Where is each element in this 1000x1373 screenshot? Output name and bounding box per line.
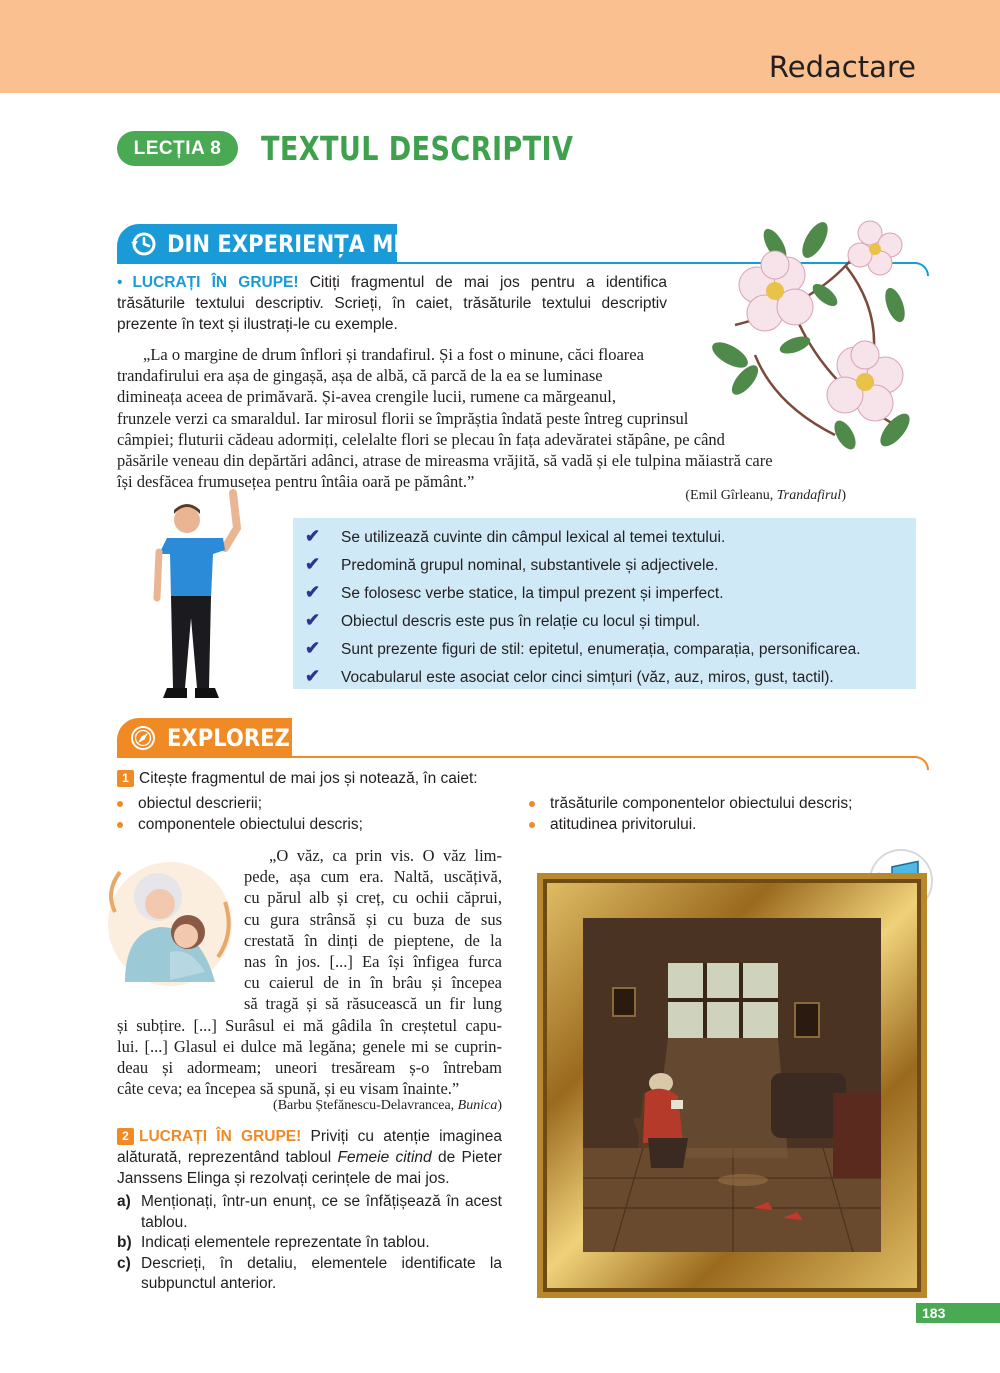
exercise-number: 2 [117,1128,134,1145]
quote-line: frunzele verzi ca smaraldul. Iar mirosul florii se împrăștia îndată peste întreg cuprinsul [117,408,689,428]
quote-emil-girleanu [117,344,847,492]
checklist-item: ✔ Vocabularul este asociat celor cinci simțuri (văz, auz, miros, gust, tactil). [305,662,834,690]
instruction-text: Citiți fragmentul de mai jos pentru a identifica trăsăturile textului descriptiv. Scrieți, în caiet, trăsăturile textului descriptiv prezente în text și ilustrați-le cu exemple. [117,274,667,333]
exercise-1-list-left [114,793,494,835]
checklist-item: ✔ Se utilizează cuvinte din câmpul lexical al temei textului. [305,522,725,550]
quote-source: (Barbu Ștefănescu-Delavrancea, Bunica) [273,1098,502,1113]
task-item: b) Indicați elementele reprezentate în tablou. [117,1234,430,1251]
checklist-item: ✔ Obiectul descris este pus în relație cu locul și timpul. [305,606,700,634]
check-icon: ✔ [305,638,321,658]
exercise-lead: LUCRAȚI ÎN GRUPE! [139,1128,302,1145]
quote-line: păsările veneau din depărtări adânci, atrase de mireasma vrăjită, să vadă și ele tulpina măiastră care [117,451,773,471]
quote-line: cu părul alb și creț, cu ochii căprui, [244,888,502,908]
painting-frame [537,873,927,1298]
quote-line: trandafirului era așa de gingașă, așa de albă, că parcă de la ea se luminase [117,366,603,386]
list-item: obiectul descrierii; [114,793,494,814]
exercise-number: 1 [117,770,134,787]
quote-line: pede, așa cum era. Naltă, uscățivă, [244,867,502,887]
lesson-title: TEXTUL DESCRIPTIV [261,129,574,168]
painting-title: Femeie citind [337,1149,432,1166]
rose-flower-large [739,251,813,331]
task-item: c) Descrieți, în detaliu, elementele identificate la subpunctul anterior. [117,1254,502,1292]
section-title: DIN EXPERIENȚA MEA [167,230,425,258]
rose-flower-small [848,221,902,275]
quote-line: „La o margine de drum înflori și trandafirul. Și a fost o minune, căci floarea [143,345,644,364]
exercise-1-list-right [526,793,926,835]
boy-pointing-illustration [145,488,245,710]
lesson-badge: LECȚIA 8 [117,131,238,166]
quote-line: și subțire. [...] Surâsul ei mă gâdila în creștetul capu- [117,1015,502,1035]
clock-history-icon [129,230,157,258]
quote-line: își desfăcea frumusețea pentru întâia oară pe pământ.” [117,472,475,492]
source-title: Trandafirul [776,488,842,503]
quote-line: câmpiei; fluturii cădeau adormiți, celelalte flori se plecau în fața adevăratei stăpâne, pe când [117,429,725,449]
quote-line: dimineața aceea de primăvară. Și-avea crengile lucii, rumene ca mărgeanul, [117,387,617,407]
list-item: componentele obiectului descris; [114,814,494,835]
list-item: trăsăturile componentelor obiectului descris; [526,793,926,814]
quote-source: (Emil Gîrleanu, Trandafirul) [685,488,846,503]
quote-line: nas în jos. [...] Ea își înfigea furca [244,952,502,972]
source-title: Bunica [457,1098,498,1113]
checklist-item: ✔ Sunt prezente figuri de stil: epitetul, enumerația, comparația, personificarea. [305,634,861,662]
exercise-2-tasks [117,1192,502,1295]
quote-line: „O văz, ca prin vis. O văz lim- [269,846,502,865]
check-icon: ✔ [305,554,321,574]
compass-icon [129,724,157,752]
section-header-din-experienta [117,224,425,264]
quote-line: cu gura strânsă și cu buza de sus [244,909,502,929]
checklist-item: ✔ Predomină grupul nominal, substantivele și adjectivele. [305,550,718,578]
quote-line: să tragă și să răsucească un fir lung [244,994,502,1014]
quote-line: câte ceva; ea începea să spună, și eu visam înainte.” [117,1079,460,1099]
quote-delavrancea [117,845,502,1099]
section-title: EXPLOREZ [167,724,290,752]
check-icon: ✔ [305,582,321,602]
painting-woman-reading [583,918,881,1252]
quote-line: deau și adormeam; uneori tresăream ș-o întrebam [117,1058,502,1078]
section-header-explorez [117,718,292,758]
checklist-item: ✔ Se folosesc verbe statice, la timpul prezent și imperfect. [305,578,724,606]
page-number: 183 [916,1303,1000,1323]
quote-line: cu caierul de in în brâu și începea [244,973,502,993]
check-icon: ✔ [305,610,321,630]
check-icon: ✔ [305,666,321,686]
quote-line: lui. [...] Glasul ei dulce mă legăna; genele mi se cuprin- [117,1036,502,1056]
instruction-lead: LUCRAȚI ÎN GRUPE! [132,274,299,291]
instruction-paragraph [117,272,667,335]
check-icon: ✔ [305,526,321,546]
exercise-1-prompt: 1 Citește fragmentul de mai jos și notează, în caiet: [117,768,537,789]
list-item: atitudinea privitorului. [526,814,926,835]
quote-line: crestată în dinți de pieptene, de la [244,930,502,950]
section-label: Redactare [768,50,916,84]
exercise-2-prompt: 2 LUCRAȚI ÎN GRUPE! Priviți cu atenție imaginea alăturată, reprezentând tabloul Femeie citind de Pieter Janssens Elinga și rezolvați cerințele de mai jos. [117,1128,502,1187]
features-checklist [293,518,916,689]
task-item: a) Menționați, într-un enunț, ce se înfățișează în acest tablou. [117,1193,502,1231]
